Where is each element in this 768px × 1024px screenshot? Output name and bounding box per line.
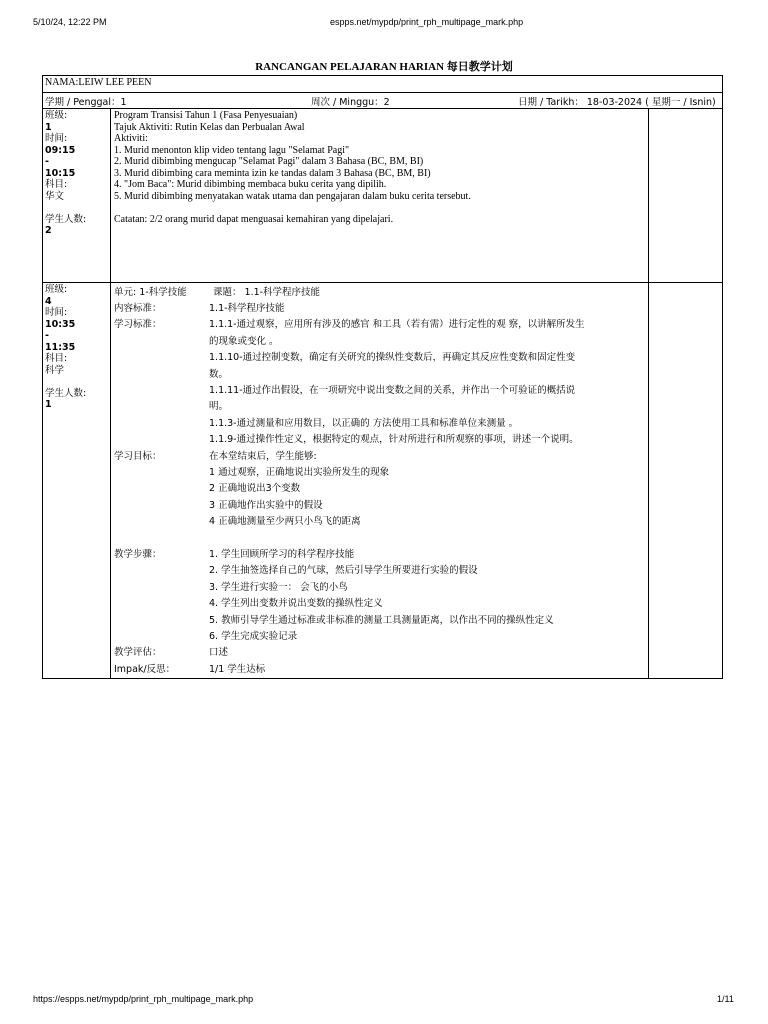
activity-line: 1. Murid menonton klip video tentang lagu "Selamat Pagi" <box>114 144 350 156</box>
class-info-line <box>45 202 110 214</box>
section-label: Impak/反思： <box>114 663 176 675</box>
class-info-line: 科目: <box>45 353 68 364</box>
lesson-1-class-info <box>43 109 111 282</box>
section-line: 4 正确地测量至少两只小鸟飞的距离 <box>209 516 361 528</box>
section-line: 明。 <box>209 401 229 413</box>
section-line: 1.1.9-通过操作性定义，根据特定的观点，针对所进行和所观察的事项，讲述一个说明。 <box>209 434 579 446</box>
section-line: 1.1.11-通过作出假设，在一项研究中说出变数之间的关系，并作出一个可验证的概括说 <box>209 385 576 396</box>
topic-label: 课题： 1.1-科学程序技能 <box>213 287 321 298</box>
lesson-1-activities <box>112 109 647 282</box>
lesson-2-class-info <box>43 283 111 678</box>
term-value: 学期 / Penggal：1 <box>45 97 127 108</box>
unit-label: 单元: 1-科学技能 <box>114 287 187 298</box>
page-number: 1/11 <box>717 994 734 1004</box>
activity-line: 3. Murid dibimbing cara meminta izin ke tandas dalam 3 Bahasa (BC, BM, BI) <box>114 167 431 179</box>
lesson-2-row <box>43 283 722 678</box>
class-info-line <box>45 376 110 388</box>
class-info-line: 11:35 <box>45 341 76 353</box>
lesson-plan-table <box>42 75 723 679</box>
activity-line: Tajuk Aktiviti: Rutin Kelas dan Perbualan Awal <box>114 121 305 133</box>
activity-line: Aktiviti: <box>114 133 148 144</box>
section-label: 学习标准： <box>114 319 162 331</box>
lesson-2-notes-cell <box>648 283 722 678</box>
class-info-line: 时间: <box>45 133 68 144</box>
activity-line <box>114 202 647 214</box>
page-title: RANCANGAN PELAJARAN HARIAN 每日教学计划 <box>255 61 513 73</box>
class-info-line: 学生人数: <box>45 213 87 225</box>
teacher-name: NAMA:LEIW LEE PEEN <box>45 77 152 88</box>
section-line: 1/1 学生达标 <box>209 663 266 675</box>
class-info-line: 班级: <box>45 284 68 295</box>
section-label: 学习目标： <box>114 450 162 462</box>
section-line: 1.1.1-通过观察，应用所有涉及的感官 和工具（若有需）进行定性的观 察，以讲解所发生 <box>209 319 585 331</box>
print-datetime: 5/10/24, 12:22 PM <box>33 17 107 27</box>
section-line: 2. 学生抽签选择自己的气球，然后引导学生所要进行实验的假设 <box>209 565 478 577</box>
section-label: 教学步骤： <box>114 549 162 560</box>
section-line: 3 正确地作出实验中的假设 <box>209 499 323 511</box>
section-line: 数。 <box>209 368 229 380</box>
section-label: 内容标准： <box>114 303 162 314</box>
class-info-line: 班级: <box>45 110 68 121</box>
class-info-line: 学生人数: <box>45 387 87 399</box>
lesson-1-row <box>43 109 722 283</box>
class-info-line: - <box>45 330 49 341</box>
date-value: 日期 / Tarikh： 18-03-2024 ( 星期一 / Isnin) <box>518 97 716 108</box>
section-line: 5. 教师引导学生通过标准或非标准的测量工具测量距离，以作出不同的操纵性定义 <box>209 614 554 626</box>
print-url-header: espps.net/mypdp/print_rph_multipage_mark.php <box>330 17 524 27</box>
section-line: 1.1.3-通过测量和应用数目，以正确的 方法使用工具和标准单位来测量 。 <box>209 417 519 429</box>
section-line: 在本堂结束后，学生能够: <box>209 450 317 462</box>
class-info-line: 09:15 <box>45 144 76 156</box>
section-line: 1.1-科学程序技能 <box>209 303 285 314</box>
activity-line: Program Transisi Tahun 1 (Fasa Penyesuaian) <box>114 110 298 121</box>
class-info-line: 10:15 <box>45 167 76 179</box>
class-info-line: 1 <box>45 121 52 133</box>
print-url-footer: https://espps.net/mypdp/print_rph_multipage_mark.php <box>33 994 254 1004</box>
class-info-line: 4 <box>45 295 52 307</box>
class-info-line: 科目: <box>45 179 68 190</box>
activity-line: 5. Murid dibimbing menyatakan watak utama dan pengajaran dalam buku cerita tersebut. <box>114 190 471 202</box>
section-line: 的现象或变化 。 <box>209 335 279 347</box>
class-info-line: 1 <box>45 399 52 410</box>
section-line: 口述 <box>209 647 229 659</box>
section-line: 1. 学生回顾所学习的科学程序技能 <box>209 549 355 560</box>
name-row <box>43 76 722 93</box>
section-line: 4. 学生列出变数并说出变数的操纵性定义 <box>209 598 383 610</box>
activity-line: Catatan: 2/2 orang murid dapat menguasai kemahiran yang dipelajari. <box>114 213 394 225</box>
section-line: 3. 学生进行实验一： 会飞的小鸟 <box>209 581 348 593</box>
section-label: 教学评估： <box>114 647 162 659</box>
class-info-line: 时间: <box>45 307 68 318</box>
section-line: 2 正确地说出3个变数 <box>209 483 301 495</box>
activity-line: 2. Murid dibimbing mengucap "Selamat Pagi" dalam 3 Bahasa (BC, BM, BI) <box>114 156 424 167</box>
class-info-line: 华文 <box>45 190 65 202</box>
section-line: 6. 学生完成实验记录 <box>209 631 298 642</box>
week-value: 周次 / Minggu：2 <box>311 97 390 108</box>
activity-line: 4. "Jom Baca": Murid dibimbing membaca buku cerita yang dipilih. <box>114 179 387 190</box>
section-line: 1.1.10-通过控制变数，确定有关研究的操纵性变数后，再确定其反应性变数和固定性变 <box>209 352 576 364</box>
section-line: 1 通过观察，正确地说出实验所发生的现象 <box>209 467 390 478</box>
class-info-line: - <box>45 156 49 167</box>
lesson-2-content <box>112 283 647 678</box>
class-info-line: 科学 <box>45 364 65 376</box>
class-info-line: 2 <box>45 225 52 236</box>
lesson-1-notes-cell <box>648 109 722 282</box>
class-info-line: 10:35 <box>45 318 76 330</box>
term-row <box>43 93 722 109</box>
